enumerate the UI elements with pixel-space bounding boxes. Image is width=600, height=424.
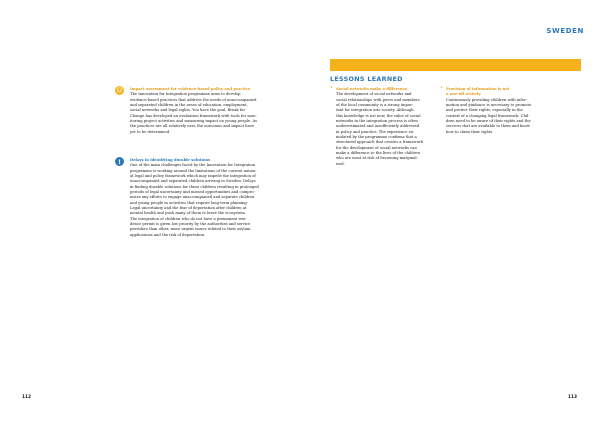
country-header: SWEDEN xyxy=(546,27,584,35)
section-heading: Delays in identifying durable solutions xyxy=(130,158,211,162)
lesson-heading: Social networks make a difference. xyxy=(336,87,409,91)
section-body: One of the main challenges faced by the Innovation for Integration programme is working around the limitations of the current nation- al legal and policy framework which may impede the integration of unaccompanied and separated children arriving in Sweden. Delays in finding durable solutions for these children resulting in prolonged periods of legal uncertainty and missed opportunities and compro- mises any efforts to engage unaccompanied and separate children and young people in activities that require long-term planning. Legal uncertainty and the fear of deportation after children at mental health and push many of them to leave the ecosystem. The integration of children who do not have a permanent resi- dence permit is given low priority by the authorities and service providers than other, more urgent issues related to their asylum applications and the risk of deportation. xyxy=(130,163,259,237)
section-heading: Impact assessment for evidence-based policy and practice xyxy=(130,87,251,91)
lesson-item xyxy=(336,87,436,167)
lesson-body: Continuously providing children with infor- mation and guidance is necessary to promote and protect their rights, especially in the context of a changing legal framework. Chil- dren need to be aware of their rights and the services that are available to them and know how to claim their rights. xyxy=(446,97,532,134)
lesson-item xyxy=(446,87,551,135)
bullet-icon: • xyxy=(330,85,333,91)
right-page xyxy=(300,0,600,424)
lesson-heading: Provision of information is not a one-off activity. xyxy=(446,87,510,97)
page-number-right: 113 xyxy=(568,395,577,400)
page-number-left: 112 xyxy=(22,395,31,400)
alert-icon: ! xyxy=(115,157,124,166)
smile-icon: ☺ xyxy=(116,87,123,94)
lesson-body: The development of social networks and social relationships with peers and members of the local community is a strong impor- tant for integration into society. Although this knowledge is not new, the value of social networks in the integration process is often underestimated and insufficiently addressed in policy and practice. The experience ex- mulated by the programme confirms that a structured approach that creates a framework for the development of social networks can make a difference to the lives of the children who are most at risk of becoming marginal- ised. xyxy=(336,92,424,166)
bullet-icon: • xyxy=(440,85,443,91)
lessons-learned-title: LESSONS LEARNED xyxy=(330,75,403,83)
delays-section xyxy=(130,158,300,238)
impact-assessment-section xyxy=(130,87,300,135)
section-body: The Innovation for Integration programme aims to develop evidence-based practices that address the needs of unaccompanied and separated children in the areas of education, employment, social networks and legal rights. You have the goal, Break for Change has developed an evaluation framework with tools for mon- itoring project activities and measuring impact on young people. As the practices are all relatively new, the outcomes and impact have yet to be determined. xyxy=(130,92,258,134)
section-color-bar xyxy=(330,59,581,71)
